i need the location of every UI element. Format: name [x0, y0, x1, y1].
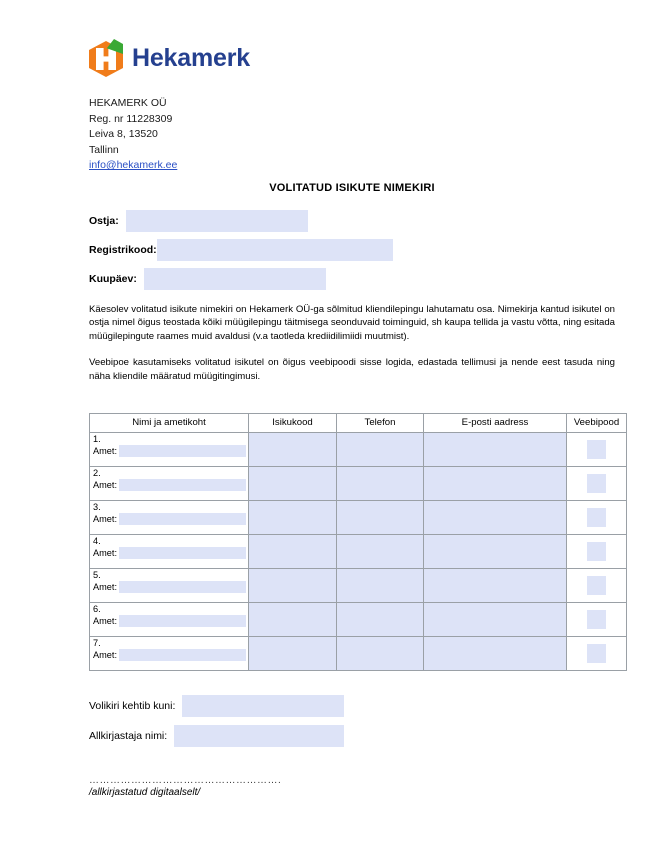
cell-veebipood-7[interactable]	[567, 637, 627, 671]
volikiri-label: Volikiri kehtib kuni:	[89, 700, 176, 713]
kuupaev-input[interactable]	[144, 268, 326, 290]
veebipood-checkbox-7[interactable]	[587, 644, 606, 663]
cell-isikukood-2[interactable]	[249, 467, 337, 501]
column-header-email: E-posti aadress	[424, 414, 567, 433]
cell-veebipood-1[interactable]	[567, 433, 627, 467]
company-logo	[89, 38, 615, 78]
row-number-7: 7.	[93, 638, 101, 649]
ostja-input[interactable]	[126, 210, 308, 232]
company-name: HEKAMERK OÜ	[89, 97, 167, 109]
cell-email-2[interactable]	[424, 467, 567, 501]
amet-input-4[interactable]	[119, 547, 246, 559]
cell-name-4[interactable]	[90, 535, 249, 569]
table-row	[90, 501, 627, 535]
table-row	[90, 569, 627, 603]
cell-veebipood-2[interactable]	[567, 467, 627, 501]
cell-email-7[interactable]	[424, 637, 567, 671]
row-number-2: 2.	[93, 468, 101, 479]
cell-email-4[interactable]	[424, 535, 567, 569]
cell-telefon-6[interactable]	[337, 603, 424, 637]
amet-input-7[interactable]	[119, 649, 246, 661]
column-header-name: Nimi ja ametikoht	[90, 414, 249, 433]
company-street: Leiva 8, 13520	[89, 128, 158, 140]
amet-label-5: Amet:	[93, 582, 117, 593]
allkirjastaja-input[interactable]	[174, 725, 344, 747]
cell-isikukood-3[interactable]	[249, 501, 337, 535]
logo-wordmark: Hekamerk	[132, 43, 250, 72]
company-details	[89, 96, 615, 174]
cell-veebipood-6[interactable]	[567, 603, 627, 637]
allkirjastaja-label: Allkirjastaja nimi:	[89, 730, 168, 743]
row-number-6: 6.	[93, 604, 101, 615]
signature-section	[89, 695, 615, 798]
amet-label-2: Amet:	[93, 480, 117, 491]
kuupaev-label: Kuupäev:	[89, 272, 137, 285]
cell-name-5[interactable]	[90, 569, 249, 603]
column-header-isikukood: Isikukood	[249, 414, 337, 433]
cell-telefon-1[interactable]	[337, 433, 424, 467]
cell-name-7[interactable]	[90, 637, 249, 671]
paragraph-2: Veebipoe kasutamiseks volitatud isikutel on õigus veebipoodi sisse logida, edastada tellimusi ja nende eest tasuda ning näha kliendile määratud müügitingimusi.	[89, 357, 615, 382]
signature-note: /allkirjastatud digitaalselt/	[89, 787, 201, 799]
veebipood-checkbox-4[interactable]	[587, 542, 606, 561]
veebipood-checkbox-6[interactable]	[587, 610, 606, 629]
row-number-1: 1.	[93, 434, 101, 445]
cell-email-6[interactable]	[424, 603, 567, 637]
table-row	[90, 433, 627, 467]
hexagon-logo-icon	[89, 39, 123, 77]
table-header-row	[90, 414, 627, 433]
cell-email-5[interactable]	[424, 569, 567, 603]
column-header-telefon: Telefon	[337, 414, 424, 433]
table-row	[90, 637, 627, 671]
table-row	[90, 603, 627, 637]
cell-telefon-4[interactable]	[337, 535, 424, 569]
cell-name-6[interactable]	[90, 603, 249, 637]
cell-veebipood-4[interactable]	[567, 535, 627, 569]
amet-input-2[interactable]	[119, 479, 246, 491]
field-row-registrikood	[89, 239, 615, 261]
cell-telefon-2[interactable]	[337, 467, 424, 501]
cell-isikukood-5[interactable]	[249, 569, 337, 603]
signature-line: ……………………………………………….	[89, 775, 282, 787]
veebipood-checkbox-5[interactable]	[587, 576, 606, 595]
amet-input-6[interactable]	[119, 615, 246, 627]
cell-name-1[interactable]	[90, 433, 249, 467]
cell-isikukood-7[interactable]	[249, 637, 337, 671]
company-reg-number: Reg. nr 11228309	[89, 112, 173, 125]
persons-table-wrapper	[89, 413, 620, 671]
cell-telefon-3[interactable]	[337, 501, 424, 535]
row-number-5: 5.	[93, 570, 101, 581]
field-row-allkirjastaja	[89, 725, 615, 747]
page-title: VOLITATUD ISIKUTE NIMEKIRI	[269, 181, 435, 194]
row-number-3: 3.	[93, 502, 101, 513]
amet-input-1[interactable]	[119, 445, 246, 457]
cell-email-3[interactable]	[424, 501, 567, 535]
veebipood-checkbox-3[interactable]	[587, 508, 606, 527]
amet-label-1: Amet:	[93, 446, 117, 457]
amet-input-5[interactable]	[119, 581, 246, 593]
table-row	[90, 535, 627, 569]
field-row-kuupaev	[89, 268, 615, 290]
volikiri-input[interactable]	[182, 695, 344, 717]
company-city: Tallinn	[89, 143, 119, 156]
row-number-4: 4.	[93, 536, 101, 547]
company-email-link[interactable]: info@hekamerk.ee	[89, 159, 178, 171]
amet-label-3: Amet:	[93, 514, 117, 525]
cell-veebipood-5[interactable]	[567, 569, 627, 603]
cell-telefon-7[interactable]	[337, 637, 424, 671]
amet-label-7: Amet:	[93, 650, 117, 661]
registrikood-input[interactable]	[157, 239, 393, 261]
amet-label-4: Amet:	[93, 548, 117, 559]
registrikood-label: Registrikood:	[89, 243, 157, 256]
cell-isikukood-1[interactable]	[249, 433, 337, 467]
cell-isikukood-6[interactable]	[249, 603, 337, 637]
paragraph-1: Käesolev volitatud isikute nimekiri on Hekamerk OÜ-ga sõlmitud kliendilepingu lahutamatu osa. Nimekirja kantud isikutel on ostja nimel õigus teostada kõiki müügilepingu täitmisega seonduvaid toiminguid, sh kaupa tellida ja vastu võtta, ning esitada müügilepingute raames muid avaldusi (v.a taotleda krediidilimiidi muutmist).	[89, 303, 615, 342]
field-row-ostja	[89, 210, 615, 232]
field-row-volikiri	[89, 695, 615, 717]
ostja-label: Ostja:	[89, 214, 119, 227]
cell-telefon-5[interactable]	[337, 569, 424, 603]
cell-name-3[interactable]	[90, 501, 249, 535]
persons-table	[89, 413, 627, 671]
cell-email-1[interactable]	[424, 433, 567, 467]
cell-veebipood-3[interactable]	[567, 501, 627, 535]
table-row	[90, 467, 627, 501]
amet-label-6: Amet:	[93, 616, 117, 627]
document-content	[89, 38, 620, 799]
column-header-veebipood: Veebipood	[567, 414, 627, 433]
veebipood-checkbox-1[interactable]	[587, 440, 606, 459]
cell-isikukood-4[interactable]	[249, 535, 337, 569]
cell-name-2[interactable]	[90, 467, 249, 501]
amet-input-3[interactable]	[119, 513, 246, 525]
veebipood-checkbox-2[interactable]	[587, 474, 606, 493]
